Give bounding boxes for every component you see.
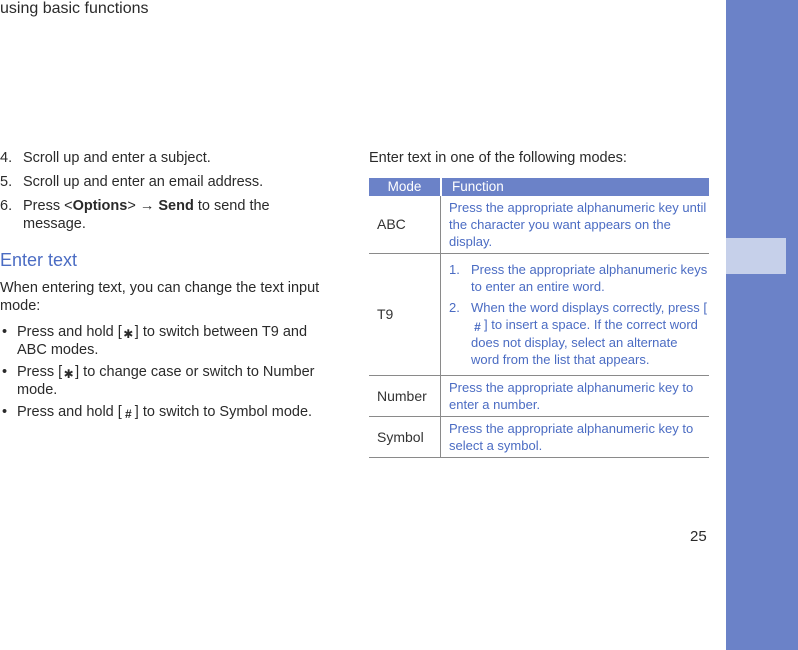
section-tab-marker [726,238,786,274]
t9-step [449,261,709,295]
hash-key-icon: # [124,407,132,421]
step-text: Scroll up and enter a subject. [23,150,211,166]
bullet-text-pre: Press and hold [ [17,404,122,420]
section-intro: When entering text, you can change the text input mode: [0,280,320,314]
step-text-mid: > → [127,198,159,214]
mode-cell: Symbol [377,428,424,445]
step-text-post: to send the message. [23,198,270,232]
t9-step [449,299,709,368]
table-row [369,376,709,417]
bullet-item [0,363,330,399]
left-column [0,149,330,425]
t9-step-text-pre: When the word displays correctly, press [ [471,300,708,315]
bullet-dot-icon: • [2,324,8,340]
t9-step-number: 2. [449,300,460,315]
step-text-pre: Press < [23,198,73,214]
bullet-dot-icon: • [2,364,8,380]
step-number: 6. [0,198,13,214]
t9-step-text: Press the appropriate alphanumeric keys to enter an entire word. [471,262,708,294]
bullet-item [0,403,330,421]
send-label: Send [158,198,194,214]
section-label: using basic functions [0,0,149,17]
function-cell: Press the appropriate alphanumeric key to select a symbol. [440,417,709,457]
table-row [369,196,709,254]
options-label: Options [72,198,128,214]
t9-step-text-post: ] to insert a space. If the correct word does not display, select an alternate word from the list that appears. [471,317,698,367]
bullet-item [0,323,330,359]
table-header [369,178,709,196]
bullet-dot-icon: • [2,404,8,420]
function-cell: Press the appropriate alphanumeric key to enter a number. [440,376,709,416]
mode-table [369,178,709,458]
step-number: 4. [0,150,13,166]
bullet-text-post: ] to switch to Symbol mode. [134,404,313,420]
function-cell [440,254,709,375]
bullet-text-post: ] to change case or switch to Number mode. [17,364,315,398]
bullet-text-pre: Press and hold [ [17,324,122,340]
section-heading: Enter text [0,250,78,270]
side-tab-bar [726,0,798,650]
mode-cell: Number [377,387,427,404]
page-number: 25 [690,528,707,545]
header-function: Function [440,178,709,196]
step-4 [0,149,330,167]
step-text: Scroll up and enter an email address. [23,174,264,190]
step-6 [0,197,330,233]
function-cell: Press the appropriate alphanumeric key until the character you want appears on the display. [440,196,709,253]
star-key-icon: ✱ [123,327,134,341]
table-row [369,417,709,458]
bullet-text-pre: Press [ [17,364,63,380]
mode-cell: T9 [377,306,394,322]
star-key-icon: ✱ [63,367,74,381]
bullet-text-post: ] to switch between T9 and ABC modes. [17,324,308,358]
mode-cell: ABC [377,216,406,232]
table-row [369,254,709,376]
step-number: 5. [0,174,13,190]
table-intro: Enter text in one of the following modes: [369,150,627,166]
step-5 [0,173,330,191]
t9-step-number: 1. [449,262,460,277]
header-mode: Mode [387,179,422,194]
hash-key-icon: # [474,320,481,334]
